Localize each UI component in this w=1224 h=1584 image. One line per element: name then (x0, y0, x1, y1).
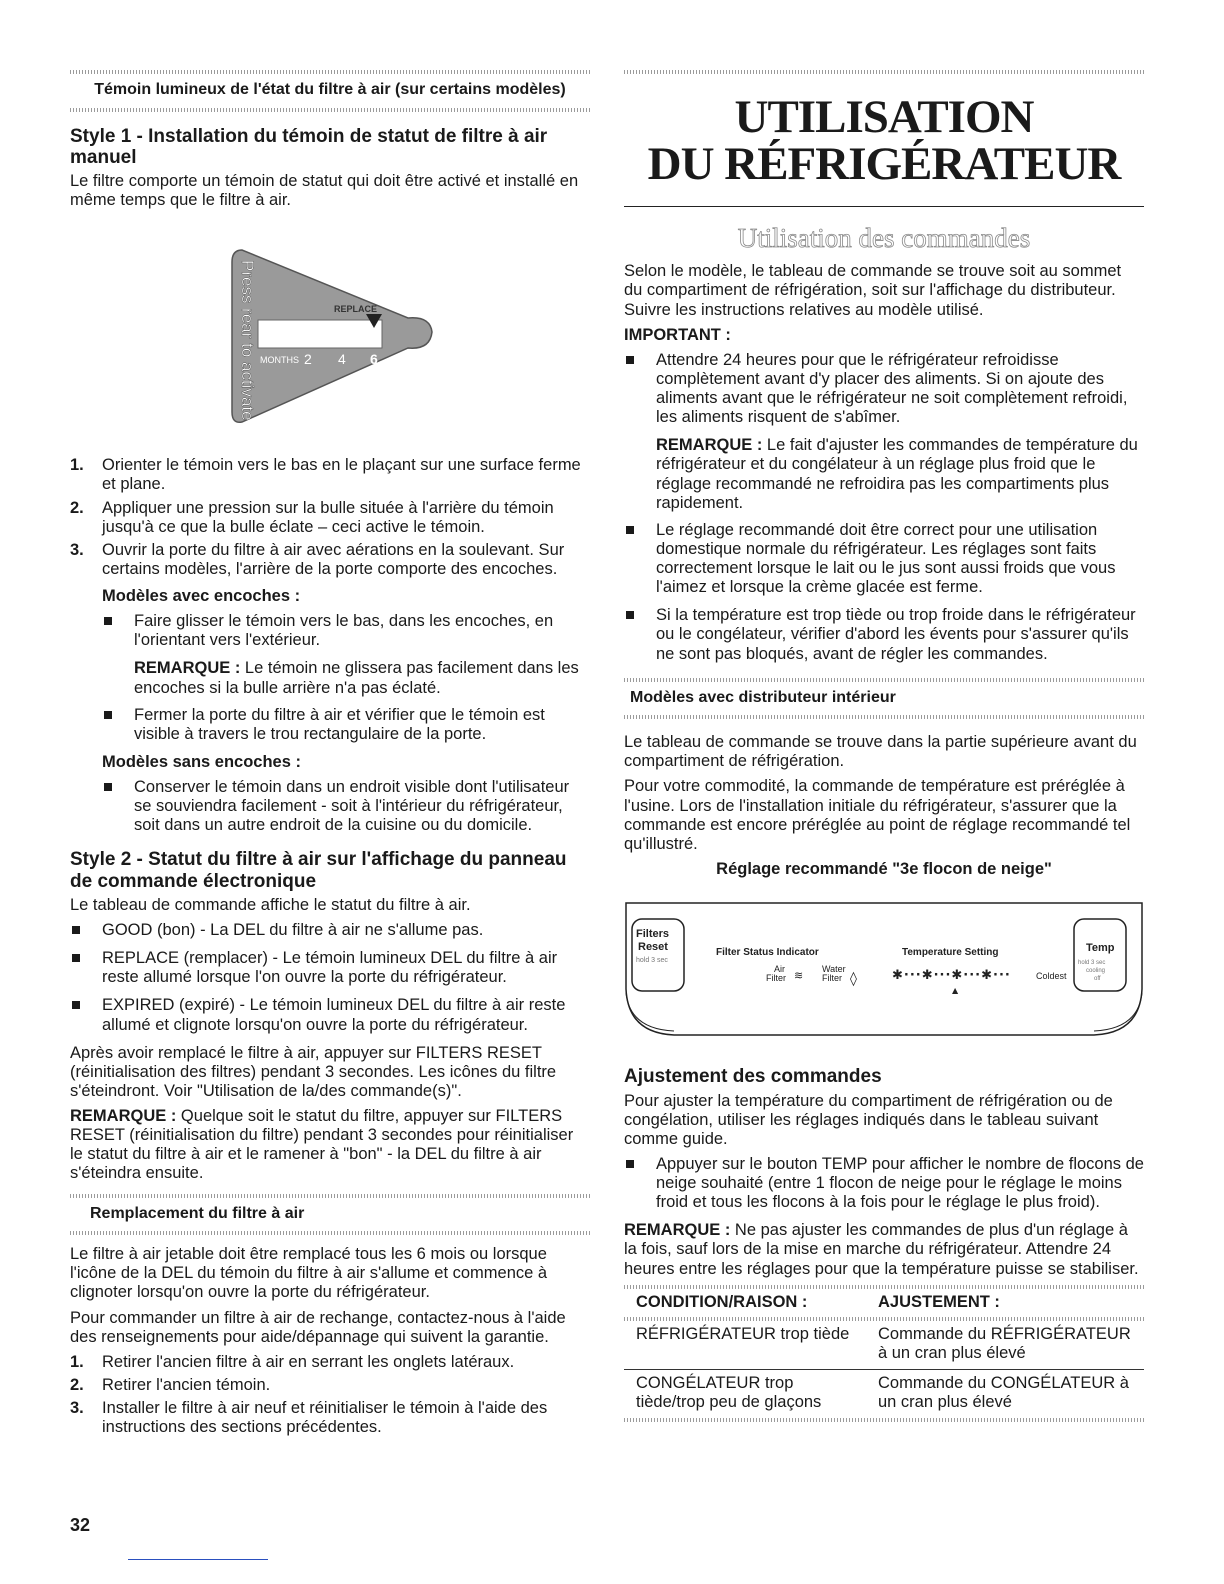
style2-status-list (70, 921, 590, 1035)
without-notches-list (70, 778, 590, 835)
air-label: Air (774, 964, 785, 975)
replace-label: REPLACE (334, 304, 378, 315)
interior-paragraph-1: Le tableau de commande se trouve dans la partie supérieure avant du compartiment de réfrigération. (624, 733, 1137, 771)
press-rear-vertical-text: Press rear to activate (238, 260, 257, 421)
temp-off-label: off (1094, 976, 1101, 983)
controls-intro: Selon le modèle, le tableau de commande se trouve soit au sommet du compartiment de réfrigération, soit sur l'affichage du distributeur. Suivre les instructions relatives au modèle utilisé. (624, 262, 1122, 319)
title-rule (624, 206, 1144, 207)
list-item: Le réglage recommandé doit être correct pour une utilisation domestique normale du réfrigérateur. Les réglages sont faits correctement lorsque le lait ou le jus sont aussi froids que vous l'aimez et lorsque la crème glacée est ferme. (624, 521, 1144, 598)
replace-paragraph-1: Le filtre à air jetable doit être remplacé tous les 6 mois ou lorsque l'icône de la DEL du témoin du filtre à air s'allume et commence à clignoter lorsqu'on ouvre la porte du réfrigérateur. (70, 1245, 548, 1302)
coldest-label: Coldest (1036, 971, 1067, 982)
list-item: Appuyer sur le bouton TEMP pour afficher le nombre de flocons de neige souhaité (entre 1 flocon de neige pour le réglage le moins froid et tous les flocons à la fois pour le réglage le plus froid). (624, 1155, 1144, 1212)
style2-after-text: Après avoir remplacé le filtre à air, appuyer sur FILTERS RESET (réinitialisation des filtres) pendant 3 secondes. Les icônes du filtre s'éteindront. Voir "Utilisation de la/des commande(s)". (70, 1043, 557, 1100)
filter-indicator-illustration (230, 232, 440, 442)
adjust-list (624, 1155, 1144, 1212)
month-tick-2: 2 (304, 351, 312, 368)
reset-label: Reset (638, 941, 668, 954)
style2-title: Style 2 - Statut du filtre à air sur l'affichage du panneau de commande électronique (70, 849, 567, 892)
temperature-setting-label: Temperature Setting (902, 947, 999, 959)
page-title-line-2: DU RÉFRIGÉRATEUR (647, 138, 1121, 190)
important-list-2 (624, 521, 1144, 664)
list-item: 1. Retirer l'ancien filtre à air en serrant les onglets latéraux. (70, 1352, 515, 1371)
adjust-paragraph: Pour ajuster la température du compartiment de réfrigération ou de congélation, utiliser les réglages indiqués dans le tableau suivant comme guide. (624, 1091, 1113, 1148)
left-column (70, 70, 590, 1441)
months-label: MONTHS (260, 355, 299, 366)
adjust-controls-title: Ajustement des commandes (624, 1066, 882, 1088)
month-tick-4: 4 (338, 351, 346, 368)
table-header-adjustment: AJUSTEMENT : (878, 1292, 1000, 1311)
hatch-rule (624, 1418, 1144, 1422)
with-notches-heading: Modèles avec encoches : (102, 587, 301, 606)
filter-indicator-figure (230, 232, 440, 442)
hatch-rule (624, 715, 1144, 719)
month-tick-6: 6 (370, 351, 378, 368)
list-item: Faire glisser le témoin vers le bas, dans les encoches, en l'orientant vers l'extérieur. (102, 612, 590, 650)
list-item: Si la température est trop tiède ou trop froide dans le réfrigérateur ou le congélateur, vérifier d'abord les évents pour s'assurer qu'ils ne sont pas bloqués, avant de régler les commandes. (624, 606, 1144, 663)
temp-cooling-label: cooling (1086, 968, 1106, 975)
list-item: Fermer la porte du filtre à air et vérifier que le témoin est visible à travers le trou rectangulaire de la porte. (102, 706, 590, 744)
section-subtitle: Utilisation des commandes (737, 223, 1031, 253)
replace-steps-list (70, 1353, 590, 1438)
list-item: Conserver le témoin dans un endroit visible dont l'utilisateur se souviendra facilement - soit à l'intérieur du réfrigérateur, soit dans un autre endroit de la cuisine ou du domicile. (102, 778, 590, 835)
style1-intro: Le filtre comporte un témoin de statut qui doit être activé et installé en même temps que le filtre à air. (70, 172, 579, 210)
install-steps-list (70, 456, 590, 579)
page-title (624, 74, 1144, 200)
footer-link-underline (128, 1559, 268, 1560)
list-item: 3. Installer le filtre à air neuf et réinitialiser le témoin à l'aide des instructions des sections précédentes. (70, 1399, 548, 1437)
section-header-filter-indicator: Témoin lumineux de l'état du filtre à air (sur certains modèles) (94, 81, 566, 98)
control-panel-illustration (624, 893, 1144, 1043)
table-row (624, 1370, 1144, 1419)
filters-hold-label: hold 3 sec (636, 957, 668, 965)
snowflake-scale-icons: ✱···✱···✱···✱··· (892, 968, 1011, 984)
list-item: 1. Orienter le témoin vers le bas en le plaçant sur une surface ferme et plane. (70, 456, 581, 494)
table-cell-adjustment: Commande du CONGÉLATEUR à un cran plus élevé (878, 1374, 1129, 1412)
adjust-note: REMARQUE : Ne pas ajuster les commandes de plus d'un réglage à la fois, sauf lors de la mise en marche du réfrigérateur. Attendre 24 heures entre les réglages pour que la température puisse se stabiliser. (624, 1221, 1139, 1278)
section-header-interior-dispenser: Modèles avec distributeur intérieur (630, 688, 896, 706)
recommended-setting-caption: Réglage recommandé "3e flocon de neige" (716, 859, 1052, 878)
hatch-rule (70, 108, 590, 112)
style2-intro: Le tableau de commande affiche le statut du filtre à air. (70, 895, 471, 914)
temp-hold-label: hold 3 sec (1078, 960, 1106, 967)
right-column (624, 70, 1144, 1422)
temp-label: Temp (1086, 942, 1115, 955)
table-header-condition: CONDITION/RAISON : (636, 1292, 808, 1311)
hatch-rule (70, 1231, 590, 1235)
control-panel-figure (624, 893, 1144, 1048)
water-filter-label: Filter (822, 973, 842, 984)
list-item: 2. Appliquer une pression sur la bulle située à l'arrière du témoin jusqu'à ce que la bulle éclate – ceci active le témoin. (70, 498, 554, 536)
water-drop-icon: ◊ (850, 971, 857, 988)
page-title-line-1: UTILISATION (734, 91, 1034, 143)
air-filter-icon: ≋ (794, 969, 804, 983)
important-label: IMPORTANT : (624, 325, 731, 344)
list-item: GOOD (bon) - La DEL du filtre à air ne s'allume pas. (70, 921, 590, 940)
table-cell-adjustment: Commande du RÉFRIGÉRATEUR à un cran plus élevé (878, 1324, 1131, 1362)
important-note: REMARQUE : Le fait d'ajuster les commandes de température du réfrigérateur et du congélateur à un réglage plus froid que le réglage recommandé ne refroidira pas les compartiments plus rapidement. (656, 436, 1138, 512)
filter-status-label: Filter Status Indicator (716, 947, 819, 959)
table-header-row (624, 1289, 1144, 1317)
list-item: EXPIRED (expiré) - Le témoin lumineux DEL du filtre à air reste allumé et clignote lorsqu'on ouvre la porte du réfrigérateur. (70, 996, 590, 1034)
style1-title: Style 1 - Installation du témoin de statut de filtre à air manuel (70, 125, 548, 168)
list-item: REPLACE (remplacer) - Le témoin lumineux DEL du filtre à air reste allumé lorsque l'on ouvre la porte du réfrigérateur. (70, 949, 590, 987)
list-item: 3. Ouvrir la porte du filtre à air avec aérations en la soulevant. Sur certains modèles, l'arrière de la porte comporte des encoches. (70, 540, 565, 578)
page-number: 32 (70, 1515, 91, 1535)
interior-paragraph-2: Pour votre commodité, la commande de température est préréglée à l'usine. Lors de l'installation initiale du réfrigérateur, s'assurer que la commande est encore préréglée au point de réglage recommandé tel qu'illustré. (624, 777, 1131, 853)
list-item: Attendre 24 heures pour que le réfrigérateur refroidisse complètement avant d'y placer des aliments. Si on ajoute des aliments avant que le réfrigérateur ne soit complètement refroidi, les aliments risquent de s'abîmer. (624, 351, 1144, 428)
list-item: 2. Retirer l'ancien témoin. (70, 1375, 271, 1394)
style2-note: REMARQUE : Quelque soit le statut du filtre, appuyer sur FILTERS RESET (réinitialisation du filtre) pendant 3 secondes pour réinitialiser le statut du filtre à air et le ramener à "bon" - la DEL du filtre à air s'éteindra ensuite. (70, 1107, 574, 1183)
table-cell-condition: RÉFRIGÉRATEUR trop tiède (636, 1324, 850, 1343)
with-notches-list-2 (70, 706, 590, 744)
with-notches-note: REMARQUE : Le témoin ne glissera pas facilement dans les encoches si la bulle arrière n'a pas éclaté. (134, 659, 579, 697)
with-notches-list (70, 612, 590, 650)
replace-paragraph-2: Pour commander un filtre à air de rechange, contactez-nous à l'aide des renseignements pour aide/dépannage qui suivent la garantie. (70, 1308, 566, 1346)
table-cell-condition: CONGÉLATEUR trop tiède/trop peu de glaçons (636, 1374, 822, 1412)
recommended-marker-icon: ▲ (952, 986, 959, 996)
air-filter-label: Filter (766, 973, 786, 984)
water-label: Water (822, 964, 846, 975)
adjustment-table (624, 1289, 1144, 1419)
without-notches-heading: Modèles sans encoches : (102, 752, 301, 771)
section-header-replace-filter: Remplacement du filtre à air (90, 1204, 305, 1222)
important-list (624, 351, 1144, 428)
table-row (624, 1321, 1144, 1370)
filters-label: Filters (636, 928, 670, 941)
